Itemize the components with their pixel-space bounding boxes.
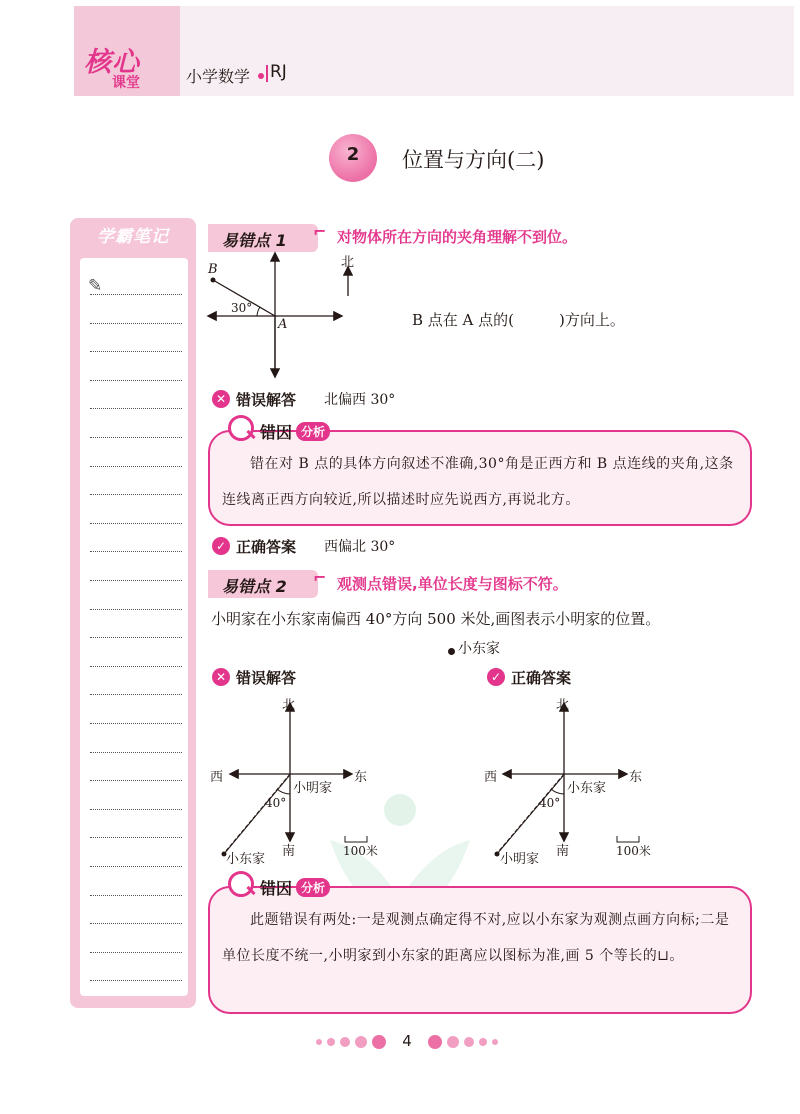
- note-line: [90, 494, 182, 495]
- note-line: [90, 408, 182, 409]
- reason-title-2: 错因: [260, 879, 293, 898]
- note-line: [90, 895, 182, 896]
- edition-label: RJ: [270, 62, 287, 82]
- header-bar: [74, 6, 794, 96]
- correct-icon: ✓: [212, 537, 230, 555]
- correct-answer-label: 正确答案: [236, 538, 297, 556]
- note-line: [90, 351, 182, 352]
- subject-label: 小学数学: [186, 67, 251, 86]
- note-line: [90, 609, 182, 610]
- tag-curl-icon: ⌐: [313, 568, 327, 587]
- note-line: [90, 723, 182, 724]
- note-line: [90, 580, 182, 581]
- logo-line1: 核心: [84, 47, 140, 78]
- center-label: 小明家: [293, 781, 333, 796]
- center-label: 小东家: [567, 781, 607, 796]
- pencil-icon: ✎: [88, 276, 103, 296]
- question-1: B 点在 A 点的( )方向上。: [412, 311, 625, 329]
- point-a-label: A: [278, 317, 288, 332]
- note-line: [90, 923, 182, 924]
- start-point-label: 小东家: [458, 641, 500, 657]
- reason-text-2: 此题错误有两处:一是观测点确定得不对,应以小东家为观测点画方向标;二是单位长度不统一,小明家到小东家的距离应以图标为准,画 5 个等长的⊔。: [222, 912, 730, 964]
- reason-text-1: 错在对 B 点的具体方向叙述不准确,30°角是正西方和 B 点连线的夹角,这条连线离正西方向较近,所以描述时应先说西方,再说北方。: [222, 456, 734, 508]
- note-line: [90, 637, 182, 638]
- tag-curl-icon: ⌐: [313, 222, 327, 241]
- wrong-answer-label: 错误解答: [236, 669, 297, 687]
- error-point-2-description: 观测点错误,单位长度与图标不符。: [337, 575, 568, 593]
- notes-area[interactable]: [80, 258, 188, 996]
- west-label: 西: [210, 770, 224, 785]
- end-label: 小明家: [500, 852, 540, 867]
- angle-label: 40°: [539, 796, 561, 810]
- note-line: [90, 323, 182, 324]
- south-label: 南: [282, 844, 296, 859]
- magnifier-icon: [228, 871, 254, 897]
- note-line: [90, 866, 182, 867]
- scale-label: 100米: [616, 844, 651, 858]
- start-point-dot: [448, 648, 455, 655]
- south-label: 南: [556, 844, 570, 859]
- east-label: 东: [354, 770, 368, 785]
- wrong-answer-1: 北偏西 30°: [324, 392, 396, 408]
- west-label: 西: [484, 770, 498, 785]
- end-label: 小东家: [226, 852, 266, 867]
- east-label: 东: [629, 770, 643, 785]
- wrong-answer-label: 错误解答: [236, 391, 297, 409]
- wrong-icon: ✕: [212, 668, 230, 686]
- correct-answer-label: 正确答案: [511, 669, 572, 687]
- note-line: [90, 666, 182, 667]
- north-label: 北: [341, 255, 355, 270]
- logo-line2: 课堂: [112, 75, 140, 91]
- error-point-2-label: 易错点 2: [222, 577, 287, 596]
- sidebar-title: 学霸笔记: [97, 227, 169, 247]
- question-2: 小明家在小东家南偏西 40°方向 500 米处,画图表示小明家的位置。: [211, 610, 661, 628]
- reason-pill-1: 分析: [296, 422, 330, 441]
- note-line: [90, 466, 182, 467]
- note-line: [90, 780, 182, 781]
- scale-label: 100米: [343, 844, 378, 858]
- north-label: 北: [282, 698, 296, 713]
- error-point-1-label: 易错点 1: [222, 231, 287, 250]
- correct-icon: ✓: [487, 668, 505, 686]
- separator-bar: [266, 65, 268, 82]
- note-line: [90, 837, 182, 838]
- note-line: [90, 294, 182, 295]
- correct-answer-1: 西偏北 30°: [324, 539, 396, 555]
- note-line: [90, 980, 182, 981]
- reason-pill-2: 分析: [296, 878, 330, 897]
- magnifier-icon: [228, 415, 254, 441]
- angle-label: 40°: [265, 796, 287, 810]
- note-line: [90, 551, 182, 552]
- note-line: [90, 523, 182, 524]
- separator-dot: [258, 73, 264, 79]
- north-label: 北: [556, 698, 570, 713]
- note-line: [90, 752, 182, 753]
- page-number: 4: [402, 1032, 412, 1050]
- error-point-1-description: 对物体所在方向的夹角理解不到位。: [337, 228, 578, 246]
- lesson-title: 位置与方向(二): [402, 148, 545, 172]
- angle-label: 30°: [231, 301, 253, 315]
- note-line: [90, 809, 182, 810]
- wrong-icon: ✕: [212, 390, 230, 408]
- note-line: [90, 694, 182, 695]
- point-b-label: B: [208, 262, 218, 277]
- reason-title-1: 错因: [260, 423, 293, 442]
- note-line: [90, 380, 182, 381]
- note-line: [90, 952, 182, 953]
- lesson-number: 2: [346, 144, 360, 165]
- note-line: [90, 437, 182, 438]
